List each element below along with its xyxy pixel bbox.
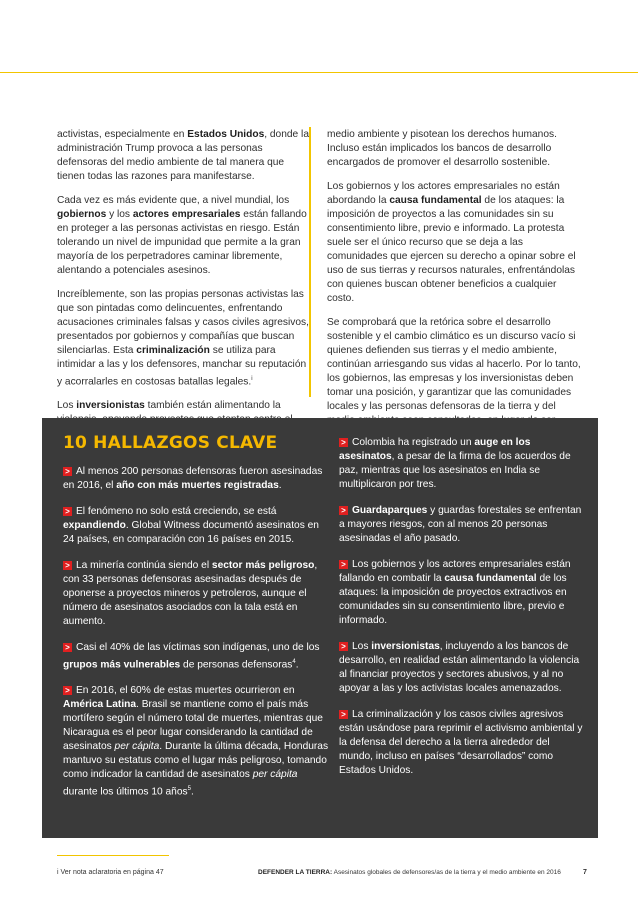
- arrow-icon: >: [339, 560, 348, 569]
- findings-left-column: [63, 465, 331, 812]
- finding-5: > En 2016, el 60% de estas muertes ocurrieron en América Latina. Brasil se mantiene como el país más mortífero según el número total de muertes, mientras que Nicaragua es el peor lugar considerando la cantidad de asesinatos per cápita. Durante la última década, Honduras mantuvo su estatus como el lugar más peligroso, tomando como indicador la cantidad de asesinatos per cápita durante los últimos 10 años$^5$.: [63, 685, 329, 798]
- left-paragraph-2: Cada vez es más evidente que, a nivel mundial, los gobiernos y los actores empresariales están fallando en proteger a las personas activistas en riesgo. Están tolerando un nivel de impunidad que permite a la gran mayoría de los perpetradores caminar libremente, alentando a potenciales asesinos.: [57, 195, 307, 276]
- left-paragraph-1: activistas, especialmente en Estados Unidos, donde la administración Trump provoca a las personas defensoras del medio ambiente de tal manera que tienen todas las razones para manifestarse.: [57, 129, 309, 182]
- left-paragraph-4: Los inversionistas también están alimentando la: [57, 400, 281, 412]
- arrow-icon: >: [63, 467, 72, 476]
- finding-9: > Los inversionistas, incluyendo a los bancos de desarrollo, en realidad están alimentando la violencia al financiar proyectos y sectores abusivos, y al no apoyar a las y los activistas locales amenazados.: [339, 641, 580, 694]
- arrow-icon: >: [63, 686, 72, 695]
- finding-1: > Al menos 200 personas defensoras fueron asesinadas en 2016, el año con más muertes registradas.: [63, 466, 323, 491]
- finding-6: > Colombia ha registrado un auge en los asesinatos, a pesar de la firma de los acuerdos de paz, mientras que los asesinatos en India se multiplicaron por tres.: [339, 437, 571, 490]
- right-paragraph-2: Los gobiernos y los actores empresariales no están abordando la causa fundamental de los ataques: la imposición de proyectos a las comunidades sin su consentimiento libre, previo e informado. La protesta suele ser el único recurso que se deja a las comunidades que ejercen su derecho a opinar sobre el uso de sus tierras y recursos naturales, enfrentándolas con quienes buscan obtener beneficios a cualquier costo.: [327, 181, 576, 304]
- arrow-icon: >: [63, 561, 72, 570]
- footnote-text: i Ver nota aclaratoria en página 47: [57, 869, 164, 876]
- page-number: 7: [583, 869, 587, 876]
- footnote-rule: [57, 855, 169, 856]
- arrow-icon: >: [63, 643, 72, 652]
- arrow-icon: >: [63, 507, 72, 516]
- findings-right-column: [339, 436, 584, 790]
- key-findings-box: [42, 418, 598, 838]
- left-paragraph-3: Increíblemente, son las propias personas activistas las que son pintadas como delincuentes, enfrentando acusaciones criminales falsas y casos civiles agresivos, presentados por gobiernos y compañías que buscan silenciarlas. Esta criminalización se utiliza para intimidar a las y los defensores, manchar su reputación y acorralarles en costosas batallas legales.$^i$: [57, 289, 309, 388]
- arrow-icon: >: [339, 710, 348, 719]
- right-column: [327, 128, 583, 452]
- finding-10: > La criminalización y los casos civiles agresivos están usándose para reprimir el activismo ambiental y la defensa del derecho a la tierra alrededor del mundo, incluso en países “desarrollados” como Estados Unidos.: [339, 709, 583, 776]
- finding-8: > Los gobiernos y los actores empresariales están fallando en combatir la causa fundamental de los ataques: la imposición de proyectos extractivos en comunidades sin su consentimiento libre, previo e informado.: [339, 559, 571, 626]
- right-paragraph-1: medio ambiente y pisotean los derechos humanos. Incluso están implicados los bancos de desarrollo encargados de promover el desarrollo sostenible.: [327, 129, 557, 168]
- right-paragraph-3: Se comprobará que la retórica sobre el desarrollo sostenible y el cambio climático es un discurso vacío si quienes defienden sus tierras y el medio ambiente, continúan arriesgando sus vidas al hacerlo. Por lo tanto, los gobiernos, las empresas y los inversionistas deben tomar una posición, y garantizar que las comunidades locales y las personas defensoras de la tierra y del: [327, 317, 581, 412]
- publication-title: DEFENDER LA TIERRA: Asesinatos globales de defensores/as de la tierra y el medio ambiente en 2016: [258, 869, 561, 876]
- finding-3: > La minería continúa siendo el sector más peligroso, con 33 personas defensoras asesinadas después de oponerse a proyectos mineros y petroleros, aunque el número de asesinatos asociados con la tala está en aumento.: [63, 560, 318, 627]
- finding-4: > Casi el 40% de las víctimas son indígenas, uno de los grupos más vulnerables de personas defensoras$^4$.: [63, 642, 320, 671]
- finding-7: > Guardaparques y guardas forestales se enfrentan a mayores riesgos, con al menos 20 personas asesinadas el año pasado.: [339, 505, 582, 544]
- box-title: 10 HALLAZGOS CLAVE: [63, 433, 278, 453]
- arrow-icon: >: [339, 642, 348, 651]
- arrow-icon: >: [339, 506, 348, 515]
- footnote-ref: i: [251, 376, 253, 382]
- header-rule: [0, 72, 638, 73]
- arrow-icon: >: [339, 438, 348, 447]
- left-column: [57, 128, 312, 437]
- finding-2: > El fenómeno no solo está creciendo, se está expandiendo. Global Witness documentó asesinatos en 24 países, en comparación con 16 países en 2015.: [63, 506, 319, 545]
- column-divider: [309, 127, 311, 397]
